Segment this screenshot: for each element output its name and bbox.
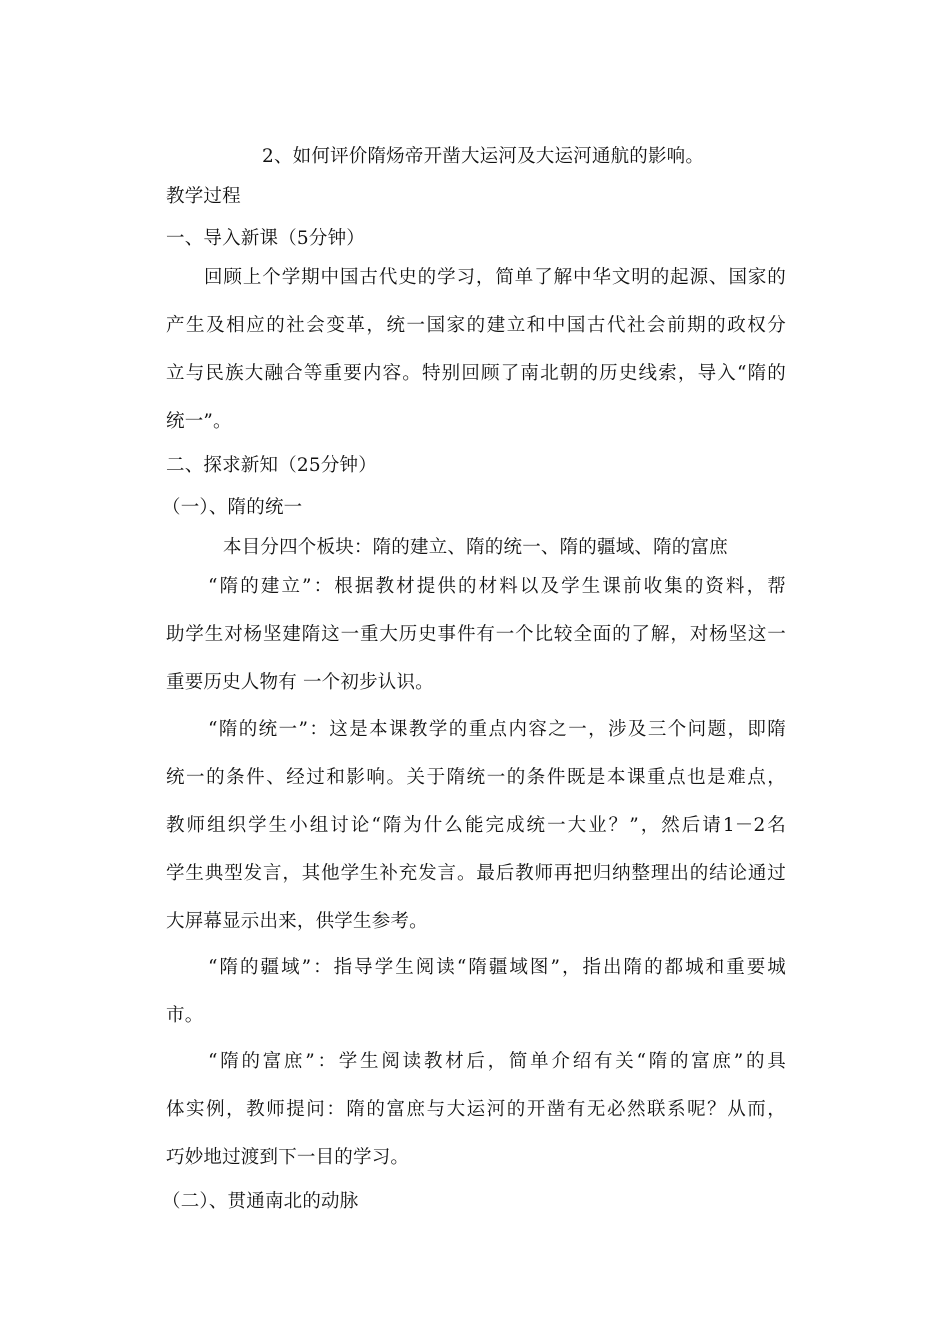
unification-line-3: 教师组织学生小组讨论“隋为什么能完成统一大业？”，然后请1－2名	[166, 815, 786, 836]
prosperity-line-1: “隋的富庶”：学生阅读教材后，简单介绍有关“隋的富庶”的具	[208, 1051, 786, 1072]
intro-line-4: 统一”。	[166, 411, 232, 432]
overview-line: 本目分四个板块：隋的建立、隋的统一、隋的疆域、隋的富庶	[223, 537, 728, 558]
intro-line-1: 回顾上个学期中国古代史的学习，简单了解中华文明的起源、国家的	[204, 267, 786, 288]
founding-line-1: “隋的建立”：根据教材提供的材料以及学生课前收集的资料，帮	[208, 576, 786, 597]
intro-line-2: 产生及相应的社会变革，统一国家的建立和中国古代社会前期的政权分	[166, 315, 786, 336]
unification-line-1: “隋的统一”：这是本课教学的重点内容之一，涉及三个问题，即隋	[208, 719, 786, 740]
territory-line-1: “隋的疆域”：指导学生阅读“隋疆域图”，指出隋的都城和重要城	[208, 957, 786, 978]
founding-line-3: 重要历史人物有 一个初步认识。	[166, 672, 434, 693]
founding-line-2: 助学生对杨坚建隋这一重大历史事件有一个比较全面的了解，对杨坚这一	[166, 624, 786, 645]
prosperity-line-2: 体实例，教师提问：隋的富庶与大运河的开凿有无必然联系呢？从而，	[166, 1099, 786, 1120]
unification-line-4: 学生典型发言，其他学生补充发言。最后教师再把归纳整理出的结论通过	[166, 863, 786, 884]
unification-line-5: 大屏幕显示出来，供学生参考。	[166, 911, 428, 932]
process-heading: 教学过程	[166, 186, 241, 207]
unification-line-2: 统一的条件、经过和影响。关于隋统一的条件既是本课重点也是难点，	[166, 767, 786, 788]
territory-line-2: 市。	[166, 1005, 204, 1026]
subsection-1-title: （一）、隋的统一	[162, 497, 303, 518]
section-1-title: 一、导入新课（5分钟）	[166, 228, 365, 249]
section-2-title: 二、探求新知（25分钟）	[166, 455, 377, 476]
objective-2: 2、如何评价隋炀帝开凿大运河及大运河通航的影响。	[262, 146, 705, 167]
subsection-2-title: （二）、贯通南北的动脉	[162, 1191, 359, 1212]
intro-line-3: 立与民族大融合等重要内容。特别回顾了南北朝的历史线索，导入“隋的	[166, 363, 786, 384]
prosperity-line-3: 巧妙地过渡到下一目的学习。	[166, 1147, 410, 1168]
